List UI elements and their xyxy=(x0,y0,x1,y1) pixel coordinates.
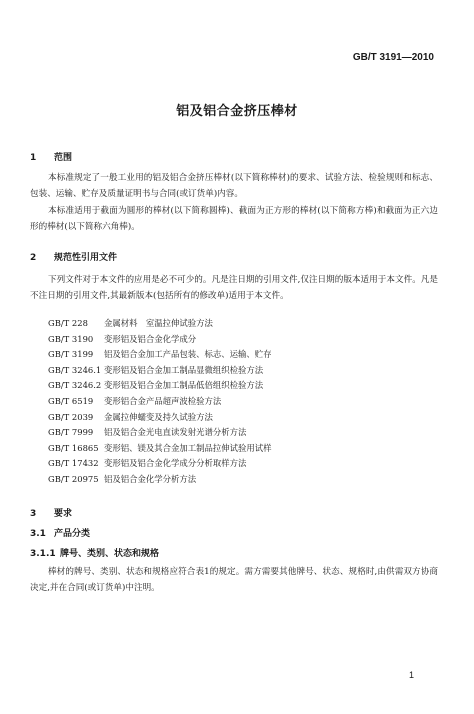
document-title: 铝及铝合金挤压棒材 xyxy=(176,104,298,119)
ref-code: GB/T 3199 xyxy=(48,349,94,360)
list-item xyxy=(48,378,272,394)
section-2-heading xyxy=(30,250,117,263)
section-title: 牌号、类别、状态和规格 xyxy=(60,549,160,559)
ref-title: 金属拉伸蠕变及持久试验方法 xyxy=(104,411,213,422)
section-3-heading xyxy=(30,506,72,519)
ref-title: 金属材料 室温拉伸试验方法 xyxy=(104,318,213,328)
ref-title: 变形铝合金产品超声波检验方法 xyxy=(104,395,222,406)
list-item xyxy=(48,441,272,457)
section-title: 要求 xyxy=(54,509,73,519)
list-item xyxy=(48,472,272,488)
ref-title: 变形铝及铝合金加工制品显微组织检验方法 xyxy=(104,364,264,375)
ref-code: GB/T 20975 xyxy=(48,473,99,484)
scope-paragraph-1: 本标准规定了一般工业用的铝及铝合金挤压棒材(以下简称棒材)的要求、试验方法、检验规则和标志、包装、运输、贮存及质量证明书与合同(或订货单)内容。 xyxy=(30,173,438,199)
section-number: 1 xyxy=(30,153,37,163)
scope-paragraph-2: 本标准适用于截面为圆形的棒材(以下简称圆棒)、截面为正方形的棒材(以下简称方棒)和截面为正六边形的棒材(以下简称六角棒)。 xyxy=(30,206,438,232)
section-title: 产品分类 xyxy=(54,529,91,539)
list-item xyxy=(48,316,272,332)
list-item xyxy=(48,332,272,348)
ref-title: 铝及铝合金化学分析方法 xyxy=(104,473,197,484)
list-item xyxy=(48,456,272,472)
section-number: 3 xyxy=(30,509,37,519)
ref-title: 变形铝及铝合金化学成分分析取样方法 xyxy=(104,458,247,469)
reference-list xyxy=(48,316,272,488)
list-item xyxy=(48,425,272,441)
ref-title: 变形铝、镁及其合金加工制品拉伸试验用试样 xyxy=(104,442,272,453)
subsection-3-1-heading xyxy=(30,526,90,539)
ref-title: 变形铝及铝合金加工制品低倍组织检验方法 xyxy=(104,380,264,391)
section-number: 3.1.1 xyxy=(30,549,56,559)
list-item xyxy=(48,394,272,410)
section-number: 2 xyxy=(30,253,37,263)
section-1-heading xyxy=(30,150,72,163)
subsection-3-1-1-heading xyxy=(30,546,159,559)
ref-code: GB/T 228 xyxy=(48,318,88,328)
ref-title: 铝及铝合金光电直读发射光谱分析方法 xyxy=(104,427,247,438)
list-item xyxy=(48,363,272,379)
ref-code: GB/T 16865 xyxy=(48,442,99,453)
ref-code: GB/T 7999 xyxy=(48,427,94,438)
ref-code: GB/T 3246.1 xyxy=(48,364,102,375)
list-item xyxy=(48,347,272,363)
ref-code: GB/T 3246.2 xyxy=(48,380,102,391)
ref-title: 变形铝及铝合金化学成分 xyxy=(104,333,197,344)
standard-code: GB/T 3191—2010 xyxy=(352,52,434,63)
ref-code: GB/T 17432 xyxy=(48,458,99,469)
ref-title: 铝及铝合金加工产品包装、标志、运输、贮存 xyxy=(104,349,272,360)
section-title: 规范性引用文件 xyxy=(54,253,118,263)
ref-code: GB/T 3190 xyxy=(48,333,94,344)
page-number: 1 xyxy=(408,670,414,680)
section-number: 3.1 xyxy=(30,529,46,539)
requirements-paragraph: 棒材的牌号、类别、状态和规格应符合表1的规定。需方需要其他牌号、状态、规格时,由供需双方协商决定,并在合同(或订货单)中注明。 xyxy=(30,567,438,593)
ref-code: GB/T 6519 xyxy=(48,395,94,406)
section-title: 范围 xyxy=(54,153,73,163)
ref-code: GB/T 2039 xyxy=(48,411,94,422)
normative-refs-intro: 下列文件对于本文件的应用是必不可少的。凡是注日期的引用文件,仅注日期的版本适用于本文件。凡是不注日期的引用文件,其最新版本(包括所有的修改单)适用于本文件。 xyxy=(30,275,438,301)
list-item xyxy=(48,410,272,426)
